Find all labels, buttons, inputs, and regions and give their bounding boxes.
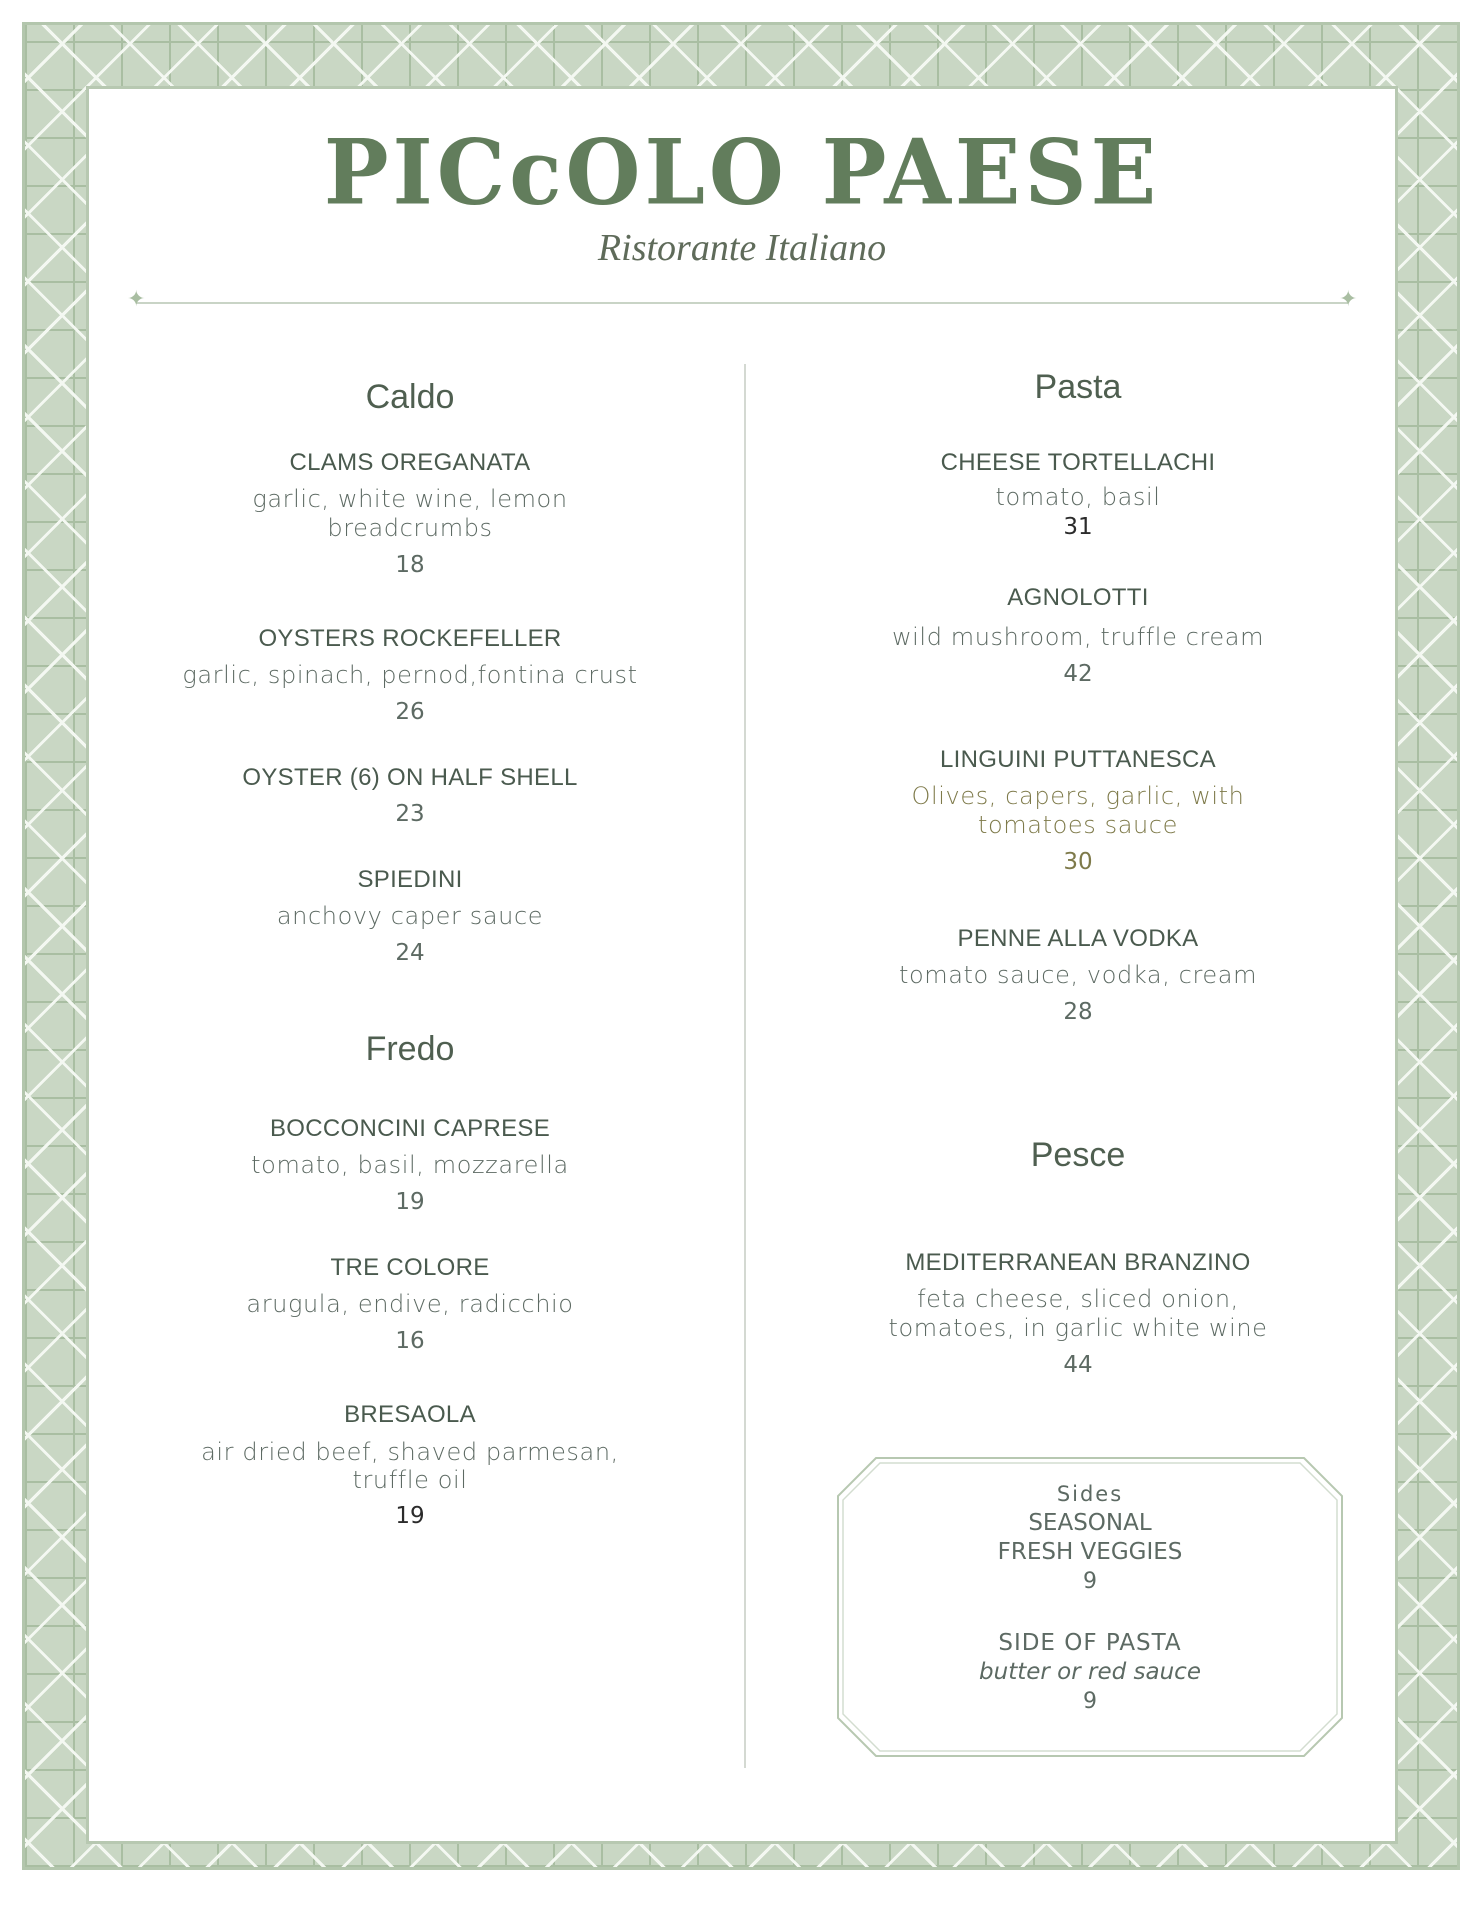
menu-item-description: garlic, white wine, lemon (252, 485, 568, 513)
menu-item-description: Olives, capers, garlic, with (911, 782, 1245, 810)
section-title-pesce: Pesce (1030, 1136, 1126, 1174)
menu-item-name: PENNE ALLA VODKA (957, 925, 1199, 952)
menu-item-price: 19 (395, 1503, 425, 1529)
menu-item-name: BRESAOLA (344, 1401, 476, 1428)
menu-item-description: air dried beef, shaved parmesan, (201, 1438, 619, 1466)
menu-item-description: wild mushroom, truffle cream (891, 623, 1265, 651)
menu-item-description: garlic, spinach, pernod,fontina crust (182, 661, 638, 689)
menu-item-description: truffle oil (352, 1466, 468, 1494)
menu-item-name: OYSTERS ROCKEFELLER (258, 625, 562, 652)
section-title-pasta: Pasta (1034, 368, 1122, 406)
sides-title: Sides (1056, 1482, 1124, 1506)
sides-item-name: SIDE OF PASTA (998, 1630, 1182, 1656)
menu-item-description: tomato, basil, mozzarella (251, 1151, 569, 1179)
menu-item-price: 30 (1063, 849, 1093, 875)
menu-item-description: tomatoes, in garlic white wine (888, 1314, 1268, 1342)
menu-item-price: 18 (395, 552, 425, 578)
diamond-ornament-icon: ✦ (127, 286, 146, 311)
sides-item-name: FRESH VEGGIES (997, 1539, 1183, 1565)
menu-item-description: tomato sauce, vodka, cream (898, 961, 1258, 989)
menu-item-price: 16 (395, 1328, 425, 1354)
sides-item-price: 9 (1083, 1569, 1097, 1594)
menu-item-price: 44 (1063, 1352, 1093, 1378)
menu-item-name: BOCCONCINI CAPRESE (269, 1115, 551, 1142)
restaurant-tagline: Ristorante Italiano (597, 227, 887, 269)
menu-item-name: MEDITERRANEAN BRANZINO (905, 1249, 1251, 1276)
sides-item-price: 9 (1083, 1689, 1097, 1714)
menu-item-description: breadcrumbs (327, 514, 493, 542)
menu-item-name: SPIEDINI (357, 866, 463, 893)
menu-item-description: anchovy caper sauce (276, 902, 544, 930)
menu-item-price: 28 (1063, 999, 1093, 1025)
menu-item-name: OYSTER (6) ON HALF SHELL (242, 764, 578, 791)
column-divider (744, 364, 746, 1768)
menu-item-name: LINGUINI PUTTANESCA (940, 746, 1216, 773)
menu-item-price: 23 (395, 801, 425, 827)
menu-item-price: 19 (395, 1189, 425, 1215)
sides-item-description: butter or red sauce (979, 1659, 1201, 1685)
menu-item-description: arugula, endive, radicchio (246, 1290, 574, 1318)
menu-item-name: AGNOLOTTI (1007, 584, 1149, 611)
menu-item-price: 26 (395, 699, 425, 725)
diamond-ornament-icon: ✦ (1339, 286, 1358, 311)
section-title-fredo: Fredo (365, 1030, 455, 1068)
menu-item-price: 42 (1063, 661, 1093, 687)
menu-item-description: tomatoes sauce (978, 811, 1178, 839)
sides-item-name: SEASONAL (1028, 1510, 1152, 1536)
left-column (166, 0, 654, 1920)
menu-item-name: TRE COLORE (330, 1254, 490, 1281)
menu-item-description: feta cheese, sliced onion, (917, 1285, 1239, 1313)
sides-box (836, 1456, 1344, 1758)
menu-item-price: 24 (395, 940, 425, 966)
menu-item-price: 31 (1063, 514, 1093, 540)
menu-item-name: CLAMS OREGANATA (289, 449, 531, 476)
restaurant-name: PICcOLO PAESE (323, 119, 1161, 226)
section-title-caldo: Caldo (365, 378, 455, 416)
menu-item-description: tomato, basil (995, 483, 1161, 511)
menu-item-name: CHEESE TORTELLACHI (940, 449, 1216, 476)
